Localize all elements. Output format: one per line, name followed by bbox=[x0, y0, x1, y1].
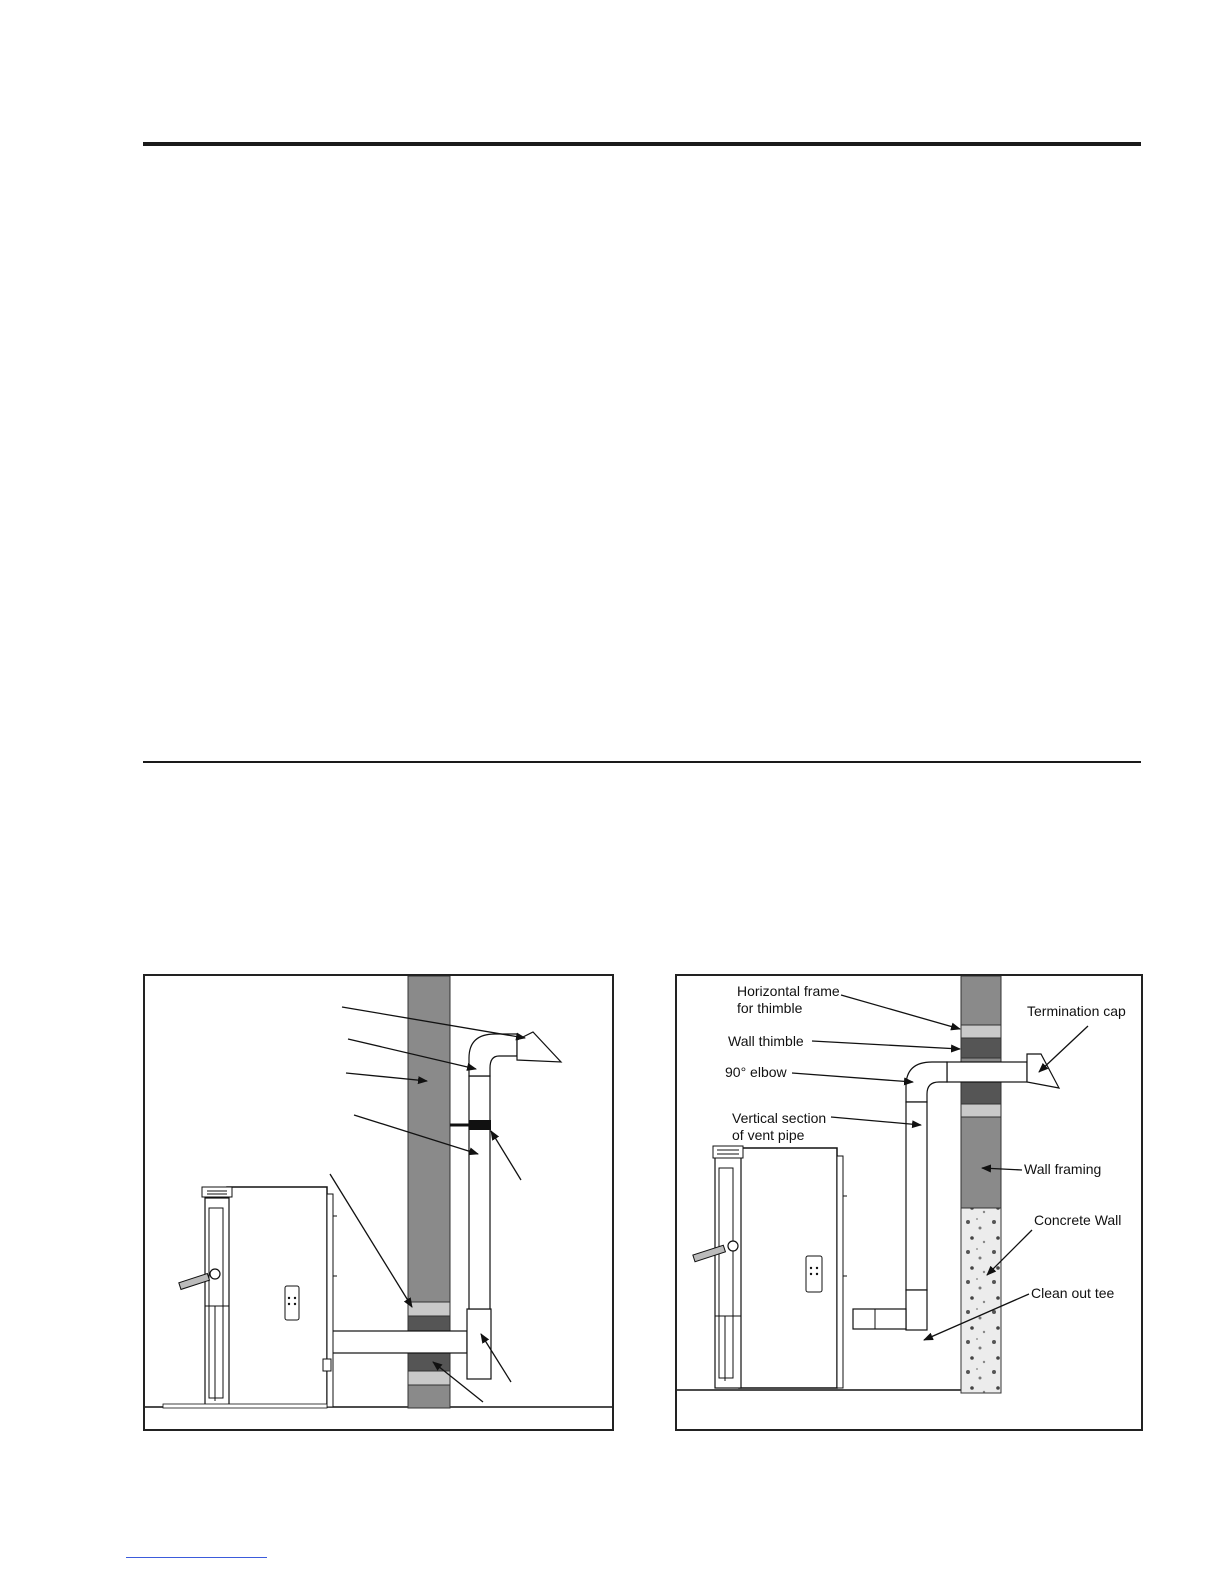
horizontal-frame-lower bbox=[961, 1104, 1001, 1117]
label-wall-thimble: Wall thimble bbox=[728, 1033, 804, 1049]
label-vertical-section-2: of vent pipe bbox=[732, 1127, 805, 1143]
label-horizontal-frame: Horizontal frame bbox=[737, 983, 840, 999]
horizontal-vent-pipe bbox=[327, 1331, 467, 1353]
thimble-frame-lower bbox=[408, 1371, 450, 1385]
figure-left-svg bbox=[145, 976, 614, 1431]
label-horizontal-frame-2: for thimble bbox=[737, 1000, 803, 1016]
thimble-frame-upper bbox=[408, 1302, 450, 1316]
termination-cap bbox=[517, 1032, 561, 1062]
wall-thimble-upper bbox=[408, 1316, 450, 1332]
clean-out-tee bbox=[906, 1290, 927, 1330]
wall-thimble-lower bbox=[408, 1353, 450, 1371]
elbow-90 bbox=[469, 1034, 517, 1076]
label-clean-out-tee: Clean out tee bbox=[1031, 1285, 1115, 1301]
label-90-elbow: 90° elbow bbox=[725, 1064, 787, 1080]
wall-thimble-lower bbox=[961, 1081, 1001, 1104]
control-panel-icon bbox=[806, 1256, 822, 1292]
figure-right-svg bbox=[677, 976, 1143, 1431]
stove-connector-pipe bbox=[853, 1309, 906, 1329]
middle-divider bbox=[143, 761, 1141, 763]
vertical-vent-pipe bbox=[469, 1076, 490, 1309]
control-panel-icon bbox=[285, 1286, 299, 1320]
concrete-wall bbox=[961, 1208, 1001, 1393]
figure-right-concrete-wall-venting bbox=[675, 974, 1143, 1431]
horizontal-frame-upper bbox=[961, 1025, 1001, 1038]
termination-cap bbox=[1027, 1054, 1059, 1088]
label-vertical-section: Vertical section bbox=[732, 1110, 827, 1126]
top-divider bbox=[143, 142, 1141, 146]
horizontal-vent-pipe bbox=[947, 1062, 1027, 1082]
label-termination-cap: Termination cap bbox=[1027, 1003, 1126, 1019]
label-concrete-wall: Concrete Wall bbox=[1034, 1212, 1122, 1228]
stove-icon bbox=[163, 1187, 337, 1408]
wall-thimble-upper bbox=[961, 1038, 1001, 1058]
footer-link-underline bbox=[126, 1557, 267, 1558]
vertical-vent-pipe bbox=[906, 1102, 927, 1290]
figure-left-wall-venting bbox=[143, 974, 614, 1431]
wall-strap bbox=[469, 1120, 491, 1130]
label-wall-framing: Wall framing bbox=[1024, 1161, 1102, 1177]
stove-icon bbox=[693, 1146, 847, 1388]
